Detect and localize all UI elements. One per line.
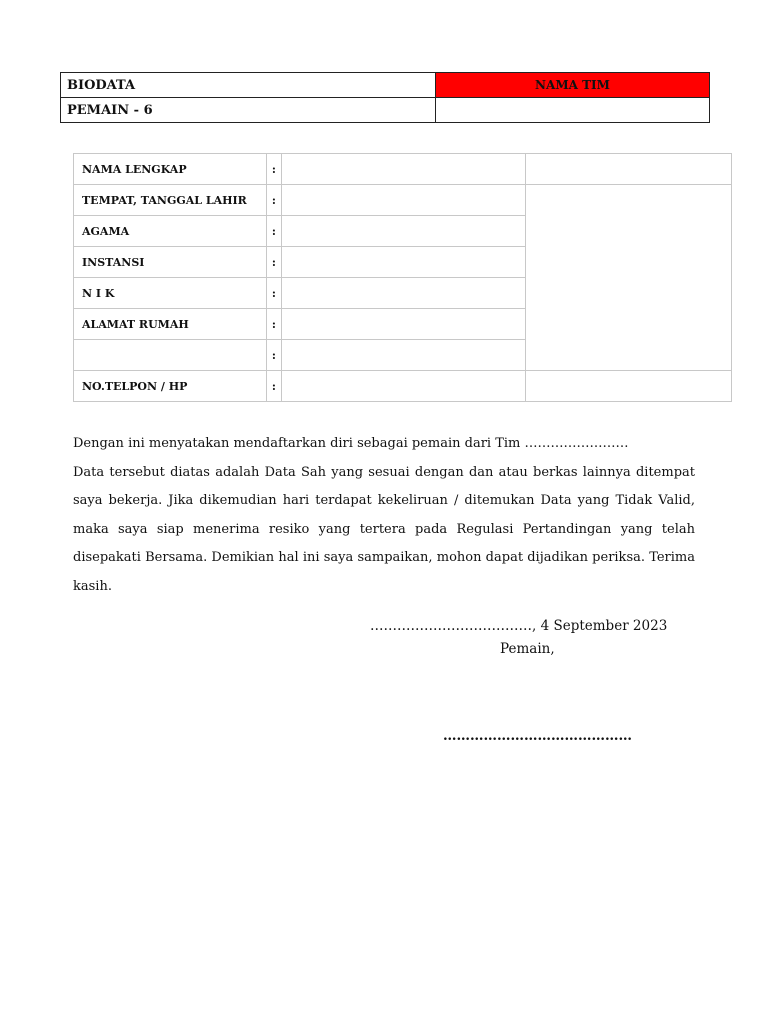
registration-statement: Dengan ini menyatakan mendaftarkan diri sebagai pemain dari Tim ……………………: [73, 436, 629, 451]
field-separator: :: [266, 309, 281, 340]
field-label-address: ALAMAT RUMAH: [74, 309, 267, 340]
field-separator: :: [266, 154, 281, 185]
field-separator: :: [266, 247, 281, 278]
extra-cell-bottom: [526, 371, 732, 402]
form-row-birth: [74, 185, 732, 216]
team-name-label: NAMA TIM: [436, 73, 710, 98]
biodata-form-table: [73, 153, 732, 402]
player-label: PEMAIN - 6: [61, 98, 436, 123]
team-name-field[interactable]: [436, 98, 710, 123]
field-value-full-name[interactable]: [281, 154, 525, 185]
field-value-phone[interactable]: [281, 371, 525, 402]
declaration-paragraph: Data tersebut diatas adalah Data Sah yang sesuai dengan dan atau berkas lainnya ditempat saya bekerja. Jika dikemudian hari terdapat kekeliruan / ditemukan Data yang Tidak Valid, maka saya siap menerima resiko yang tertera pada Regulasi Pertandingan yang telah disepakati Bersama. Demikian hal ini saya sampaikan, mohon dapat dijadikan periksa. Terima kasih.: [73, 464, 695, 594]
field-separator: :: [266, 340, 281, 371]
form-row-full-name: [74, 154, 732, 185]
field-separator: :: [266, 278, 281, 309]
field-separator: :: [266, 185, 281, 216]
field-value-institution[interactable]: [281, 247, 525, 278]
signer-role: Pemain,: [500, 641, 555, 657]
statement-block: [73, 430, 695, 601]
header-table: [60, 72, 710, 123]
form-row-phone: [74, 371, 732, 402]
field-label-birth: TEMPAT, TANGGAL LAHIR: [74, 185, 267, 216]
biodata-label: BIODATA: [61, 73, 436, 98]
place-date-line: ………………………………, 4 September 2023: [370, 618, 668, 634]
extra-cell-top: [526, 154, 732, 185]
field-label-address-cont: [74, 340, 267, 371]
header-row-1: [61, 73, 710, 98]
field-value-religion[interactable]: [281, 216, 525, 247]
field-separator: :: [266, 371, 281, 402]
field-label-institution: INSTANSI: [74, 247, 267, 278]
field-label-religion: AGAMA: [74, 216, 267, 247]
field-value-address[interactable]: [281, 309, 525, 340]
header-row-2: [61, 98, 710, 123]
field-value-nik[interactable]: [281, 278, 525, 309]
field-separator: :: [266, 216, 281, 247]
field-value-birth[interactable]: [281, 185, 525, 216]
field-label-phone: NO.TELPON / HP: [74, 371, 267, 402]
field-label-full-name: NAMA LENGKAP: [74, 154, 267, 185]
photo-box: [526, 185, 732, 371]
field-label-nik: N I K: [74, 278, 267, 309]
signature-name-line: ……………………………………: [443, 728, 632, 744]
field-value-address-cont[interactable]: [281, 340, 525, 371]
